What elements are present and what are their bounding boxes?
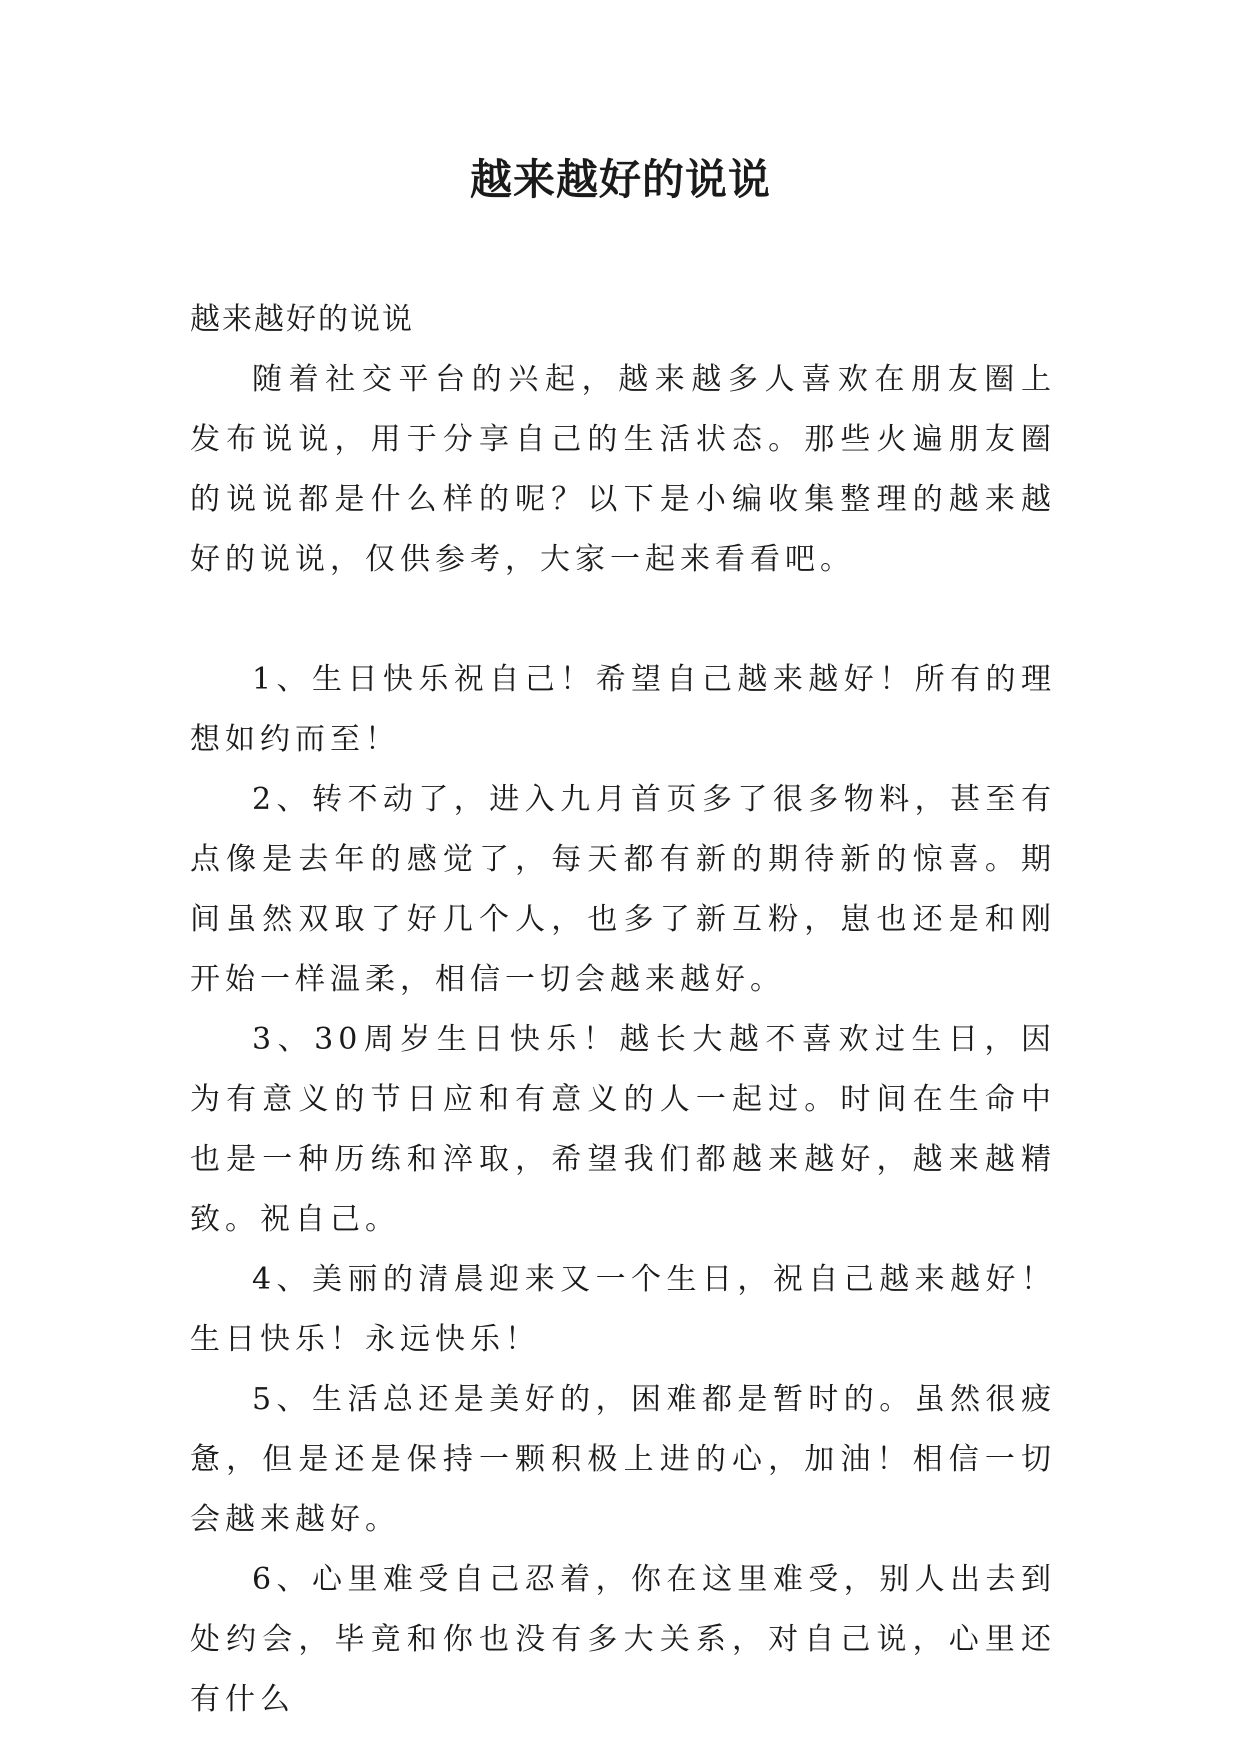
document-title: 越来越好的说说 [469,155,771,204]
list-item: 5、生活总还是美好的，困难都是暂时的。虽然很疲惫，但是还是保持一颗积极上进的心，加油！相信一切会越来越好。 [190,1382,1056,1537]
list-item: 6、心里难受自己忍着，你在这里难受，别人出去到处约会，毕竟和你也没有多大关系，对自己说，心里还有什么 [190,1562,1056,1717]
intro-paragraph: 随着社交平台的兴起，越来越多人喜欢在朋友圈上发布说说，用于分享自己的生活状态。那些火遍朋友圈的说说都是什么样的呢？以下是小编收集整理的越来越好的说说，仅供参考，大家一起来看看吧。 [190,362,1056,577]
document-body [190,290,1056,1730]
list-item: 4、美丽的清晨迎来又一个生日，祝自己越来越好！生日快乐！永远快乐！ [190,1262,1056,1357]
list-item: 3、30周岁生日快乐！越长大越不喜欢过生日，因为有意义的节日应和有意义的人一起过。时间在生命中也是一种历练和淬取，希望我们都越来越好，越来越精致。祝自己。 [190,1022,1056,1237]
document-subtitle: 越来越好的说说 [190,302,414,337]
list-item: 2、转不动了，进入九月首页多了很多物料，甚至有点像是去年的感觉了，每天都有新的期待新的惊喜。期间虽然双取了好几个人，也多了新互粉，崽也还是和刚开始一样温柔，相信一切会越来越好。 [190,782,1056,997]
list-item: 1、生日快乐祝自己！希望自己越来越好！所有的理想如约而至！ [190,662,1056,757]
